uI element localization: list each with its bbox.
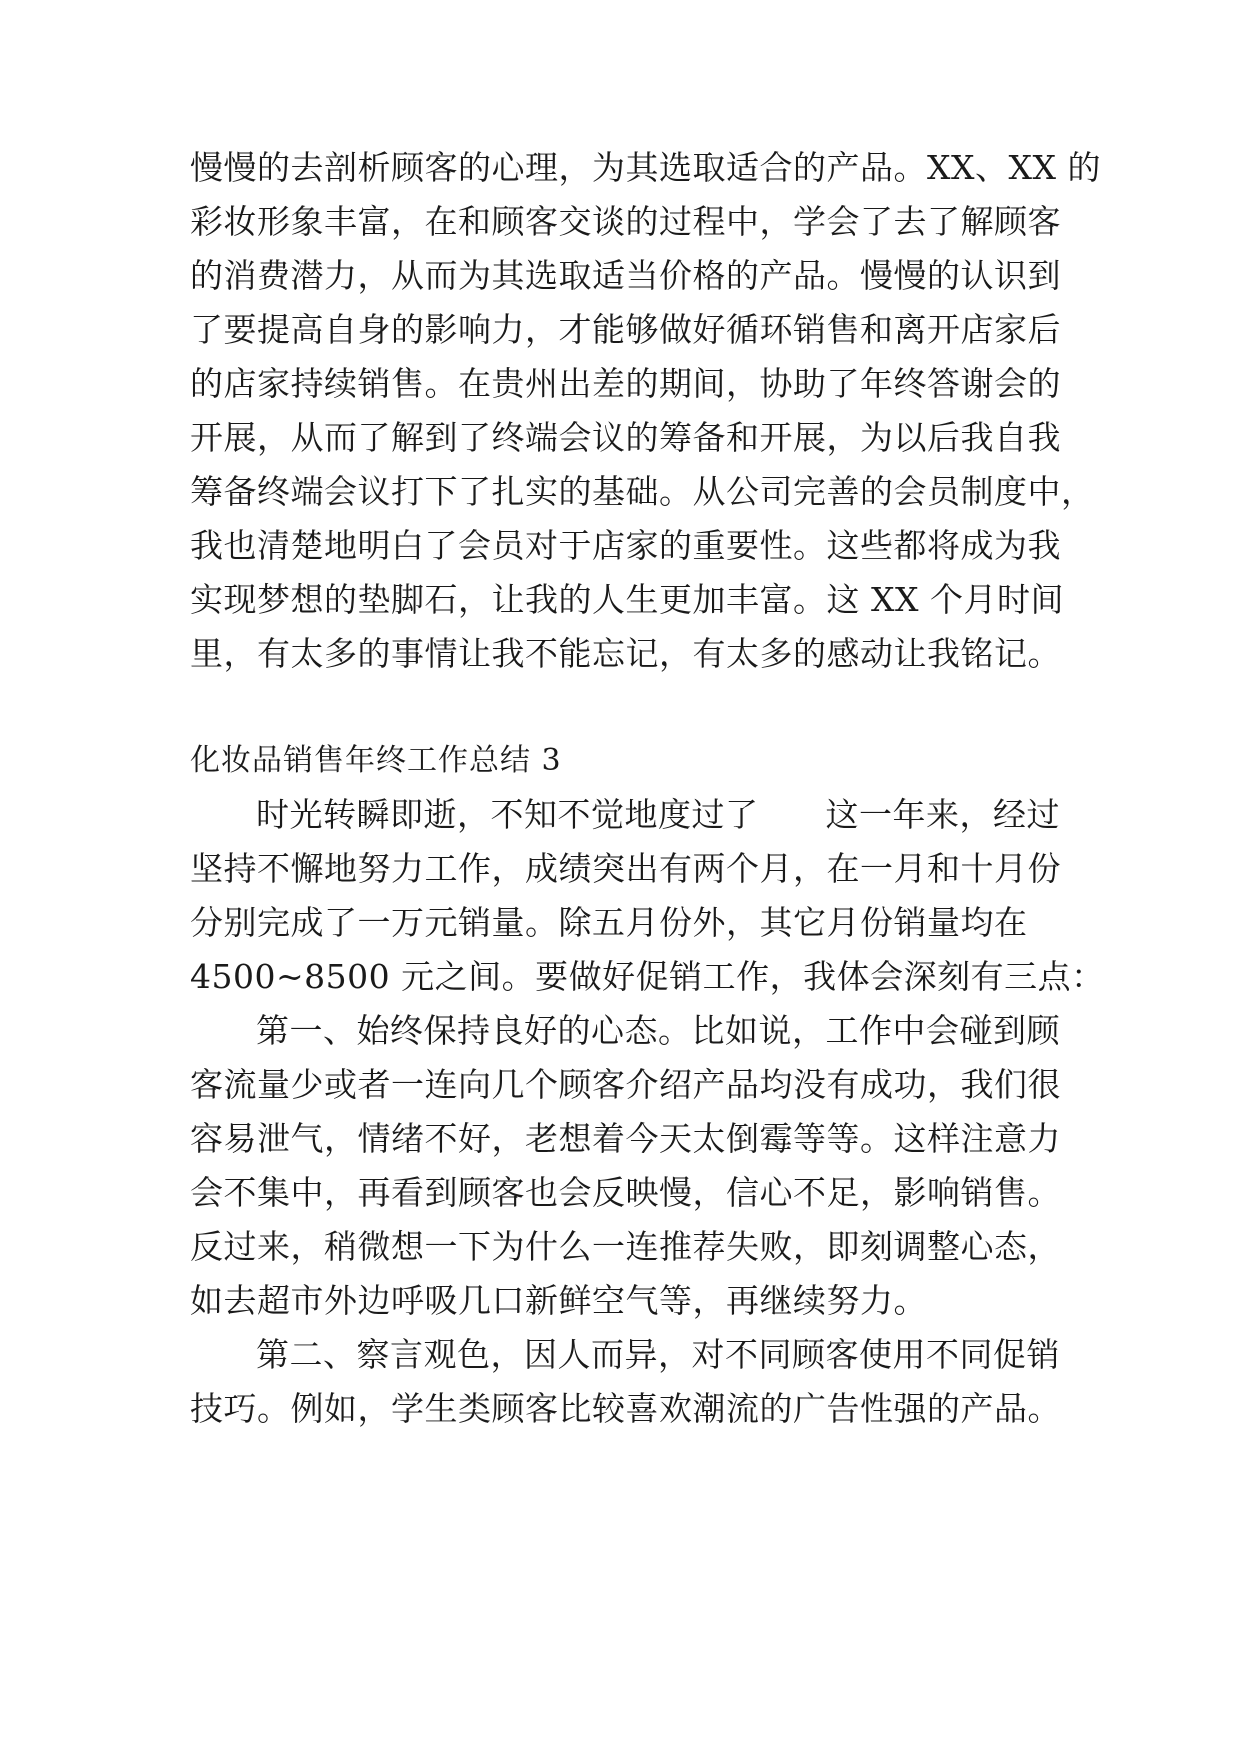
body-line: 反过来，稍微想一下为什么一连推荐失败，即刻调整心态， [190,1227,1061,1266]
body-line: 技巧。例如，学生类顾客比较喜欢潮流的广告性强的产品。 [190,1389,1061,1428]
body-line: 我也清楚地明白了会员对于店家的重要性。这些都将成为我 [190,526,1061,565]
body-line: 筹备终端会议打下了扎实的基础。从公司完善的会员制度中， [190,472,1095,511]
body-line: 了要提高自身的影响力，才能够做好循环销售和离开店家后 [190,310,1061,349]
body-line: 里，有太多的事情让我不能忘记，有太多的感动让我铭记。 [190,634,1061,673]
section-heading: 化妆品销售年终工作总结 3 [190,743,562,778]
body-line: 彩妆形象丰富，在和顾客交谈的过程中，学会了去了解顾客 [190,202,1061,241]
body-line: 分别完成了一万元销量。除五月份外，其它月份销量均在 [190,903,1028,942]
body-line: 容易泄气，情绪不好，老想着今天太倒霉等等。这样注意力 [190,1119,1061,1158]
body-line: 第二、察言观色，因人而异，对不同顾客使用不同促销 [256,1335,1060,1374]
body-line: 如去超市外边呼吸几口新鲜空气等，再继续努力。 [190,1281,927,1320]
body-line: 坚持不懈地努力工作，成绩突出有两个月，在一月和十月份 [190,849,1061,888]
body-line: 开展，从而了解到了终端会议的筹备和开展，为以后我自我 [190,418,1061,457]
body-line: 时光转瞬即逝，不知不觉地度过了 这一年来，经过 [256,795,1060,834]
body-line: 会不集中，再看到顾客也会反映慢，信心不足，影响销售。 [190,1173,1061,1212]
body-line: 慢慢的去剖析顾客的心理，为其选取适合的产品。XX、XX 的 [190,148,1101,187]
body-line: 实现梦想的垫脚石，让我的人生更加丰富。这 XX 个月时间 [190,580,1064,619]
body-line: 第一、始终保持良好的心态。比如说，工作中会碰到顾 [256,1011,1060,1050]
body-line: 4500~8500 元之间。要做好促销工作，我体会深刻有三点： [190,957,1105,996]
body-line: 的消费潜力，从而为其选取适当价格的产品。慢慢的认识到 [190,256,1061,295]
body-line: 的店家持续销售。在贵州出差的期间，协助了年终答谢会的 [190,364,1061,403]
body-line: 客流量少或者一连向几个顾客介绍产品均没有成功，我们很 [190,1065,1061,1104]
